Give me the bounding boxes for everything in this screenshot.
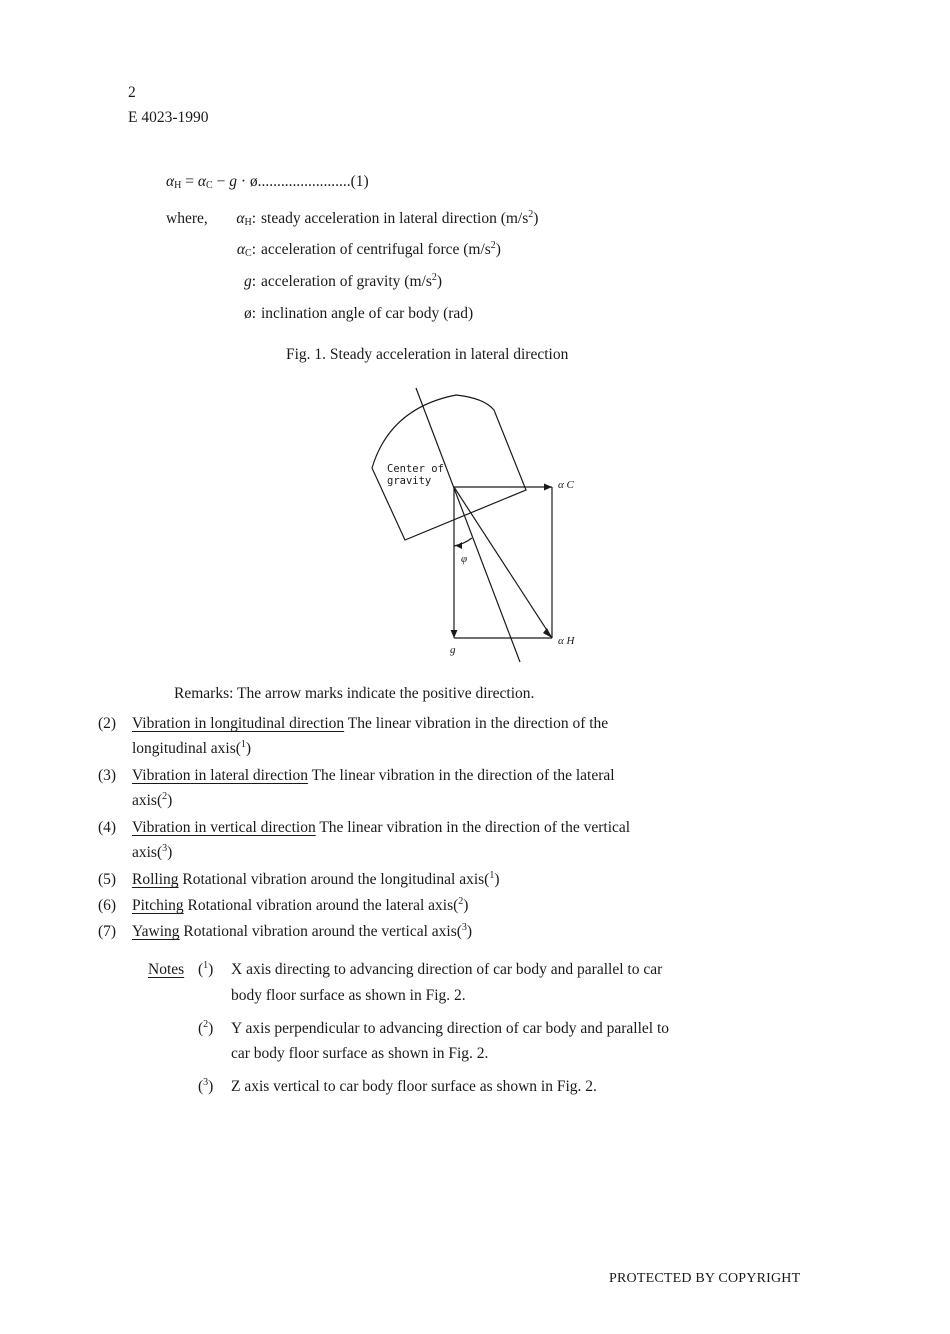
ac-arrowhead (544, 484, 552, 491)
standard-id: E 4023-1990 (128, 109, 209, 126)
note-2-line2: car body floor surface as shown in Fig. 2. (231, 1045, 489, 1062)
def-4-line1: Vibration in vertical direction The linear vibration in the direction of the vertical (132, 819, 631, 836)
def-6-pitching: Pitching Rotational vibration around the lateral axis($^2$) (132, 896, 469, 914)
note-1-ref: ($^1$) (198, 960, 214, 978)
label-ah: α H (558, 635, 575, 647)
note-1-line1: X axis directing to advancing direction of car body and parallel to car (231, 961, 663, 978)
copyright-footer: PROTECTED BY COPYRIGHT (609, 1271, 801, 1286)
where-def-ac: acceleration of centrifugal force $(m/s^2)$ (261, 240, 501, 258)
g-arrowhead (451, 630, 458, 638)
label-ac: α C (558, 479, 574, 491)
note-2-line1: Y axis perpendicular to advancing direction of car body and parallel to (231, 1020, 669, 1037)
def-3-line1: Vibration in lateral direction The linear vibration in the direction of the lateral (132, 767, 615, 784)
phi-angle-arc (454, 538, 472, 546)
figure-1-diagram (360, 380, 600, 670)
notes-label: Notes (148, 961, 185, 978)
def-2-line1: Vibration in longitudinal direction The linear vibration in the direction of the (132, 715, 609, 732)
page-number: 2 (128, 84, 136, 101)
car-body-axis (416, 388, 520, 662)
def-7-number: (7) (98, 923, 117, 940)
label-phi: φ (461, 553, 468, 565)
def-5-rolling: Rolling Rotational vibration around the longitudinal axis($^1$) (132, 870, 500, 888)
def-2-line2: longitudinal axis($^1$) (132, 739, 252, 757)
ah-arrowhead (543, 628, 552, 638)
def-2-number: (2) (98, 715, 117, 732)
def-7-yawing: Yawing Rotational vibration around the vertical axis($^3$) (132, 922, 473, 940)
note-3-ref: ($^3$) (198, 1077, 214, 1095)
note-1-line2: body floor surface as shown in Fig. 2. (231, 987, 466, 1004)
def-4-number: (4) (98, 819, 117, 836)
where-symbol-phi: ø: (243, 305, 256, 322)
equation-1: $\alpha_H = \alpha_C - g$ · ø........................(1) (166, 173, 369, 191)
note-3-line1: Z axis vertical to car body floor surface as shown in Fig. 2. (231, 1078, 597, 1095)
where-symbol-ah: $\alpha_H$: (236, 210, 256, 228)
note-2-ref: ($^2$) (198, 1019, 214, 1037)
figure-caption: Fig. 1. Steady acceleration in lateral direction (286, 346, 569, 363)
where-intro: where, (166, 210, 208, 227)
resultant-vector (454, 487, 552, 638)
remarks: Remarks: The arrow marks indicate the positive direction. (174, 685, 535, 702)
def-4-line2: axis($^3$) (132, 843, 173, 861)
label-gravity: gravity (387, 475, 432, 487)
def-6-number: (6) (98, 897, 117, 914)
where-def-g: acceleration of gravity $(m/s^2)$ (261, 272, 443, 290)
def-3-line2: axis($^2$) (132, 791, 173, 809)
where-def-phi: inclination angle of car body (rad) (261, 305, 474, 322)
label-center-of: Center of (387, 463, 444, 475)
where-def-ah: steady acceleration in lateral direction $(m/s^2)$ (261, 209, 539, 227)
label-g: g (450, 644, 456, 656)
where-symbol-g: g: (243, 273, 256, 290)
def-5-number: (5) (98, 871, 117, 888)
phi-arrowhead (456, 542, 462, 549)
where-symbol-ac: $\alpha_C$: (236, 241, 256, 259)
def-3-number: (3) (98, 767, 117, 784)
